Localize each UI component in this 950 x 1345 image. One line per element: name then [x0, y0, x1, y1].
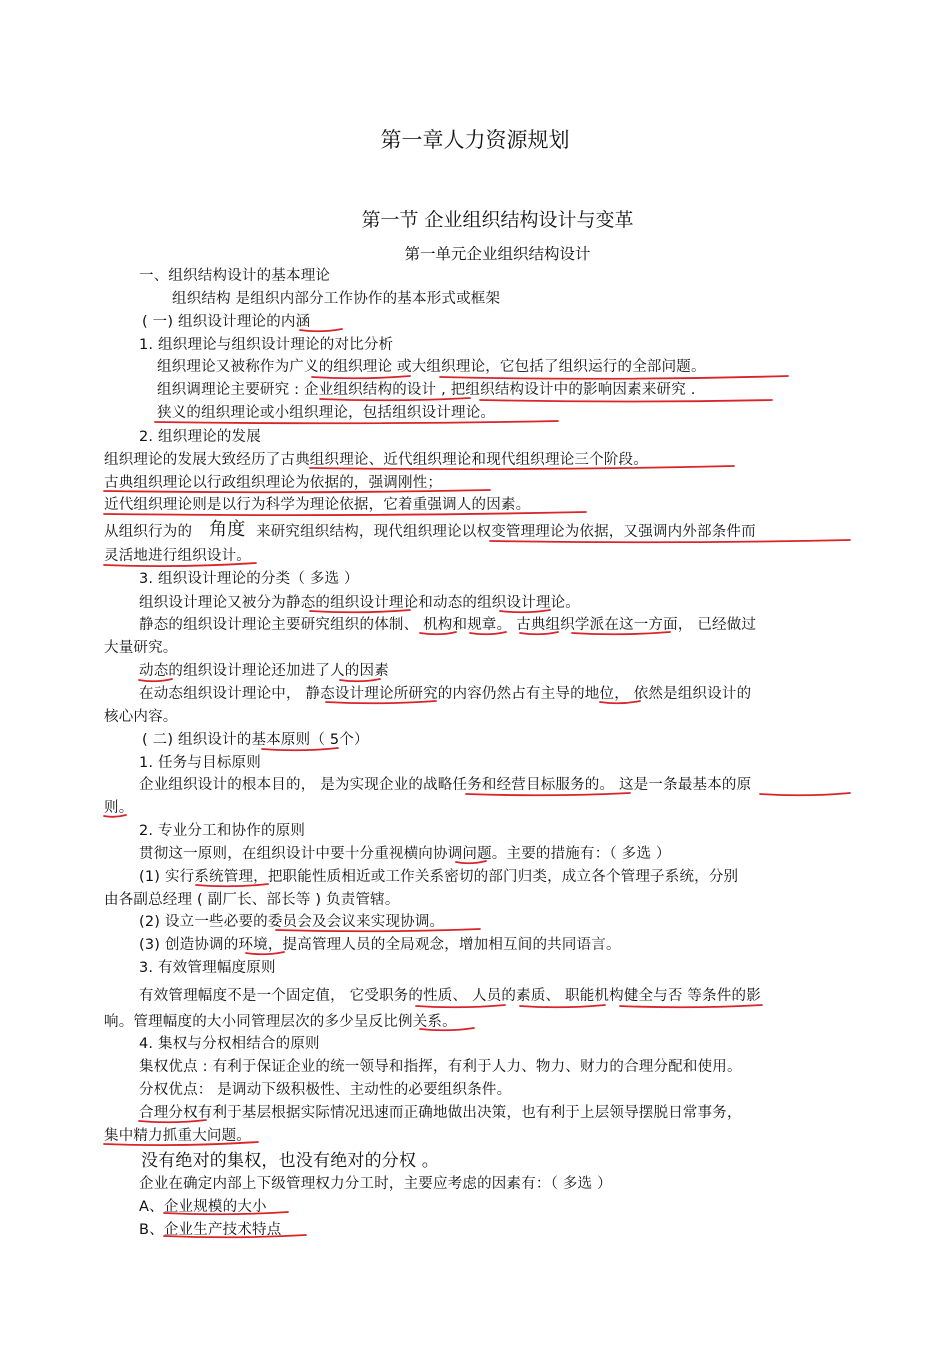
heading-basic-theory: 一、组织结构设计的基本理论: [139, 268, 331, 284]
text-line: (1) 实行系统管理，把职能性质相近或工作关系密切的部门归类，成立各个管理子系统，分别: [139, 869, 739, 885]
text-line: 组织结构 是组织内部分工作协作的基本形式或框架: [172, 291, 501, 307]
text-line: 灵活地进行组织设计。: [104, 548, 251, 564]
numbered-heading: 2. 组织理论的发展: [139, 429, 261, 445]
list-item: A、企业规模的大小: [139, 1199, 267, 1215]
text-line: 大量研究。: [104, 640, 178, 656]
text-line: 静态的组织设计理论主要研究组织的体制、 机构和规章。 古典组织学派在这一方面， 已经做过: [139, 617, 757, 633]
text-line: (2) 设立一些必要的委员会及会议来实现协调。: [139, 914, 445, 930]
text-line: 组织理论的发展大致经历了古典组织理论、近代组织理论和现代组织理论三个阶段。: [104, 452, 648, 468]
text-line: 近代组织理论则是以行为科学为理论依据，它着重强调人的因素。: [104, 497, 531, 513]
subheading-connotation: ( 一) 组织设计理论的内涵: [142, 314, 311, 330]
text-line: 从组织行为的: [104, 524, 193, 540]
text-line: 核心内容。: [104, 709, 178, 725]
text-line: 来研究组织结构，现代组织理论以权变管理理论为依据，又强调内外部条件而: [256, 524, 756, 540]
section-title: 第一节 企业组织结构设计与变革: [361, 209, 634, 231]
text-line: 古典组织理论以行政组织理论为依据的，强调刚性；: [104, 475, 443, 491]
text-line: 狭义的组织理论或小组织理论，包括组织设计理论。: [157, 405, 496, 421]
text-line: 组织理论又被称作为广义的组织理论 或大组织理论，它包括了组织运行的全部问题。: [157, 359, 706, 375]
text-line: 则。: [104, 800, 134, 816]
underline-mark: [480, 400, 772, 402]
text-line: 企业在确定内部上下级管理权力分工时，主要应考虑的因素有：（ 多选 ）: [139, 1176, 612, 1192]
numbered-heading: 3. 有效管理幅度原则: [139, 960, 276, 976]
text-line: (3) 创造协调的环境，提高管理人员的全局观念，增加相互间的共同语言。: [139, 937, 621, 953]
text-line: 集权优点 : 有利于保证企业的统一领导和指挥，有利于人力、物力、财力的合理分配和使用。: [139, 1059, 742, 1075]
text-line-emphasis: 角度: [209, 519, 246, 540]
text-line: 分权优点： 是调动下级积极性、主动性的必要组织条件。: [139, 1082, 512, 1098]
text-line: 企业组织设计的根本目的， 是为实现企业的战略任务和经营目标服务的。 这是一条最基本的原: [139, 777, 752, 793]
numbered-heading: 4. 集权与分权相结合的原则: [139, 1036, 320, 1052]
text-line: 有效管理幅度不是一个固定值， 它受职务的性质、 人员的素质、 职能机构健全与否 等条件的影: [139, 988, 761, 1004]
text-line: 组织调理论主要研究 : 企业组织结构的设计 , 把组织结构设计中的影响因素来研究 .: [157, 382, 696, 398]
subheading-principles: ( 二) 组织设计的基本原则（ 5个）: [142, 732, 369, 748]
text-line: 集中精力抓重大问题。: [104, 1128, 251, 1144]
text-line-emphasis: 没有绝对的集权，也没有绝对的分权 。: [141, 1151, 440, 1171]
numbered-heading: 1. 组织理论与组织设计理论的对比分析: [139, 337, 394, 353]
list-item: B、企业生产技术特点: [139, 1222, 282, 1238]
numbered-heading: 3. 组织设计理论的分类（ 多选 ）: [139, 571, 359, 587]
numbered-heading: 1. 任务与目标原则: [139, 755, 261, 771]
chapter-title: 第一章人力资源规划: [380, 128, 570, 152]
text-line: 响。管理幅度的大小同管理层次的多少呈反比例关系。: [104, 1014, 457, 1030]
underline-mark: [760, 793, 850, 795]
text-line: 贯彻这一原则，在组织设计中要十分重视横向协调问题。主要的措施有：（ 多选 ）: [139, 846, 671, 862]
numbered-heading: 2. 专业分工和协作的原则: [139, 823, 306, 839]
text-line: 组织设计理论又被分为静态的组织设计理论和动态的组织设计理论。: [139, 595, 580, 611]
text-line: 由各副总经理 ( 副厂长、部长等 ) 负责管辖。: [104, 892, 400, 908]
text-line: 动态的组织设计理论还加进了人的因素: [139, 663, 389, 679]
unit-title: 第一单元企业组织结构设计: [404, 245, 591, 263]
text-line: 在动态组织设计理论中， 静态设计理论所研究的内容仍然占有主导的地位， 依然是组织设计的: [139, 686, 752, 702]
text-line: 合理分权有利于基层根据实际情况迅速而正确地做出决策，也有利于上层领导摆脱日常事务，: [139, 1105, 742, 1121]
